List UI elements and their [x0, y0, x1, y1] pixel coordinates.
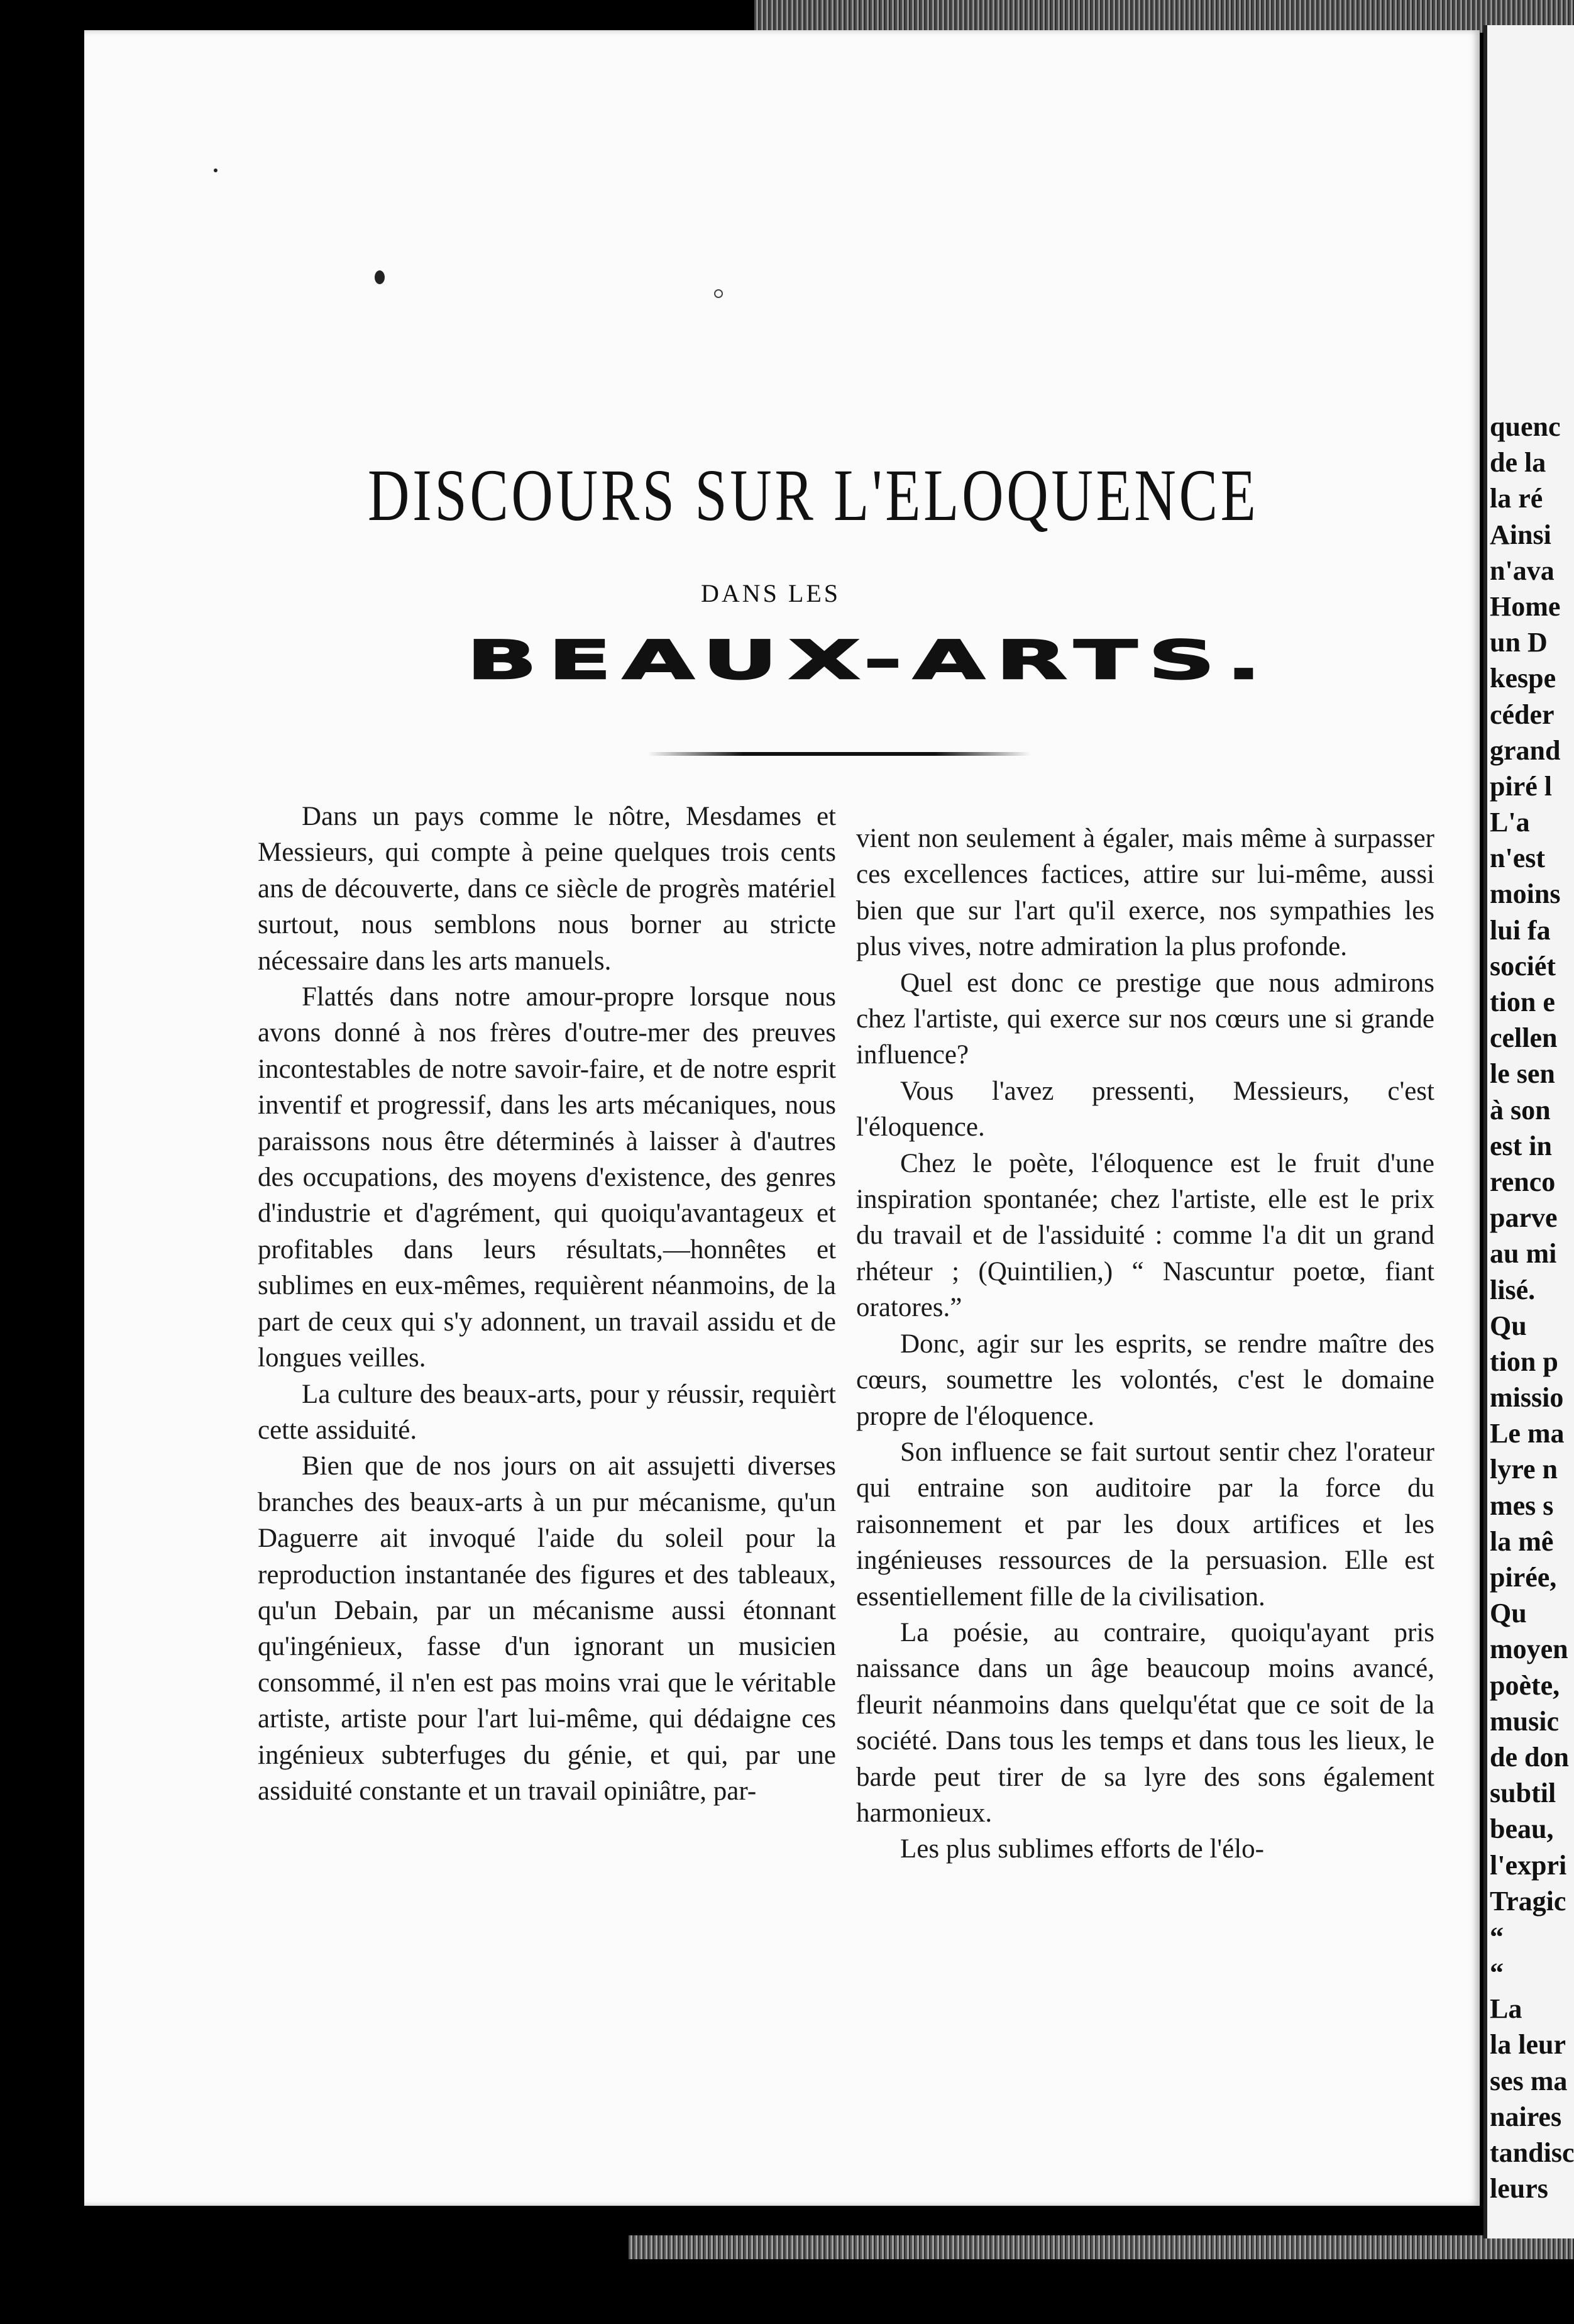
fragment-line: l'expri	[1490, 1849, 1567, 1881]
ink-speck	[375, 270, 385, 284]
paragraph: Chez le poète, l'éloquence est le fruit d'une inspiration spontanée; chez l'artiste, elle est le prix du travail et de l'assiduité : comme l'a dit un grand rhéteur ; (Quintilien,) “ Nascuntur poetœ, fiant oratores.”	[856, 1148, 1434, 1323]
paragraph: La culture des beaux-arts, pour y réussir, requièrt cette assiduité.	[258, 1379, 836, 1445]
fragment-line: tandisc	[1490, 2137, 1574, 2168]
fragment-line: la leur	[1490, 2029, 1566, 2061]
paragraph: Son influence se fait surtout sentir chez l'orateur qui entraine son auditoire par la force du raisonnement et par les doux artifices et les ingénieuses ressources de la persuasion. Elle est essentiellement fille de la civilisation.	[856, 1437, 1434, 1612]
text-column-middle	[856, 821, 1434, 1868]
fragment-line: Le ma	[1490, 1418, 1565, 1449]
fragment-line: la mê	[1490, 1525, 1554, 1557]
fragment-line: ses ma	[1490, 2065, 1568, 2096]
fragment-line: lui fa	[1490, 914, 1551, 946]
fragment-line: un D	[1490, 627, 1548, 658]
fragment-line: céder	[1490, 699, 1555, 730]
fragment-line: subtil	[1490, 1778, 1556, 1809]
fragment-line: parve	[1490, 1202, 1558, 1234]
paragraph: Flattés dans notre amour-propre lorsque nous avons donné à nos frères d'outre-mer des preuves incontestables de notre savoir-faire, et de notre esprit inventif et progressif, dans les arts mécaniques, nous paraissons nous être déterminés à laisser à d'autres des occupations, des moyens d'existence, des genres d'industrie et d'agrément, qui quoiqu'avantageux et profitables dans leurs résultats,—honnêtes et sublimes en eux-mêmes, requièrent néanmoins, de la part de ceux qui s'y adonnent, un travail assidu et de longues veilles.	[258, 982, 836, 1373]
fragment-line: poète,	[1490, 1669, 1560, 1701]
fragment-line: lisé.	[1490, 1274, 1536, 1305]
fragment-line: lyre n	[1490, 1454, 1558, 1485]
fragment-line: quenc	[1490, 411, 1561, 442]
paragraph: Donc, agir sur les esprits, se rendre maître des cœurs, soumettre les volontés, c'est le domaine propre de l'éloquence.	[856, 1329, 1434, 1431]
fragment-line: kespe	[1490, 663, 1556, 694]
paragraph: vient non seulement à égaler, mais même à surpasser ces excellences factices, attire sur lui-même, aussi bien que sur l'art qu'il exerce, nos sympathies les plus vives, notre admiration la plus profonde.	[856, 824, 1434, 962]
binding-strip-bottom	[629, 2235, 1574, 2259]
fragment-line: Home	[1490, 590, 1561, 622]
fragment-line: beau,	[1490, 1813, 1554, 1845]
fragment-line: grand	[1490, 734, 1561, 766]
fragment-line: le sen	[1490, 1058, 1555, 1090]
ink-speck	[214, 169, 217, 172]
fragment-line: renco	[1490, 1166, 1556, 1197]
fragment-line: de la	[1490, 447, 1546, 479]
fragment-line: pirée,	[1490, 1562, 1557, 1593]
fragment-line: n'est	[1490, 843, 1545, 874]
fragment-line: tion p	[1490, 1346, 1558, 1377]
paragraph: Les plus sublimes efforts de l'élo-	[900, 1834, 1264, 1864]
fragment-line: “	[1490, 1921, 1504, 1952]
page-title: DISCOURS SUR L'ELOQUENCE	[368, 454, 1259, 536]
paragraph: Vous l'avez pressenti, Messieurs, c'est l'éloquence.	[856, 1076, 1434, 1143]
fragment-line: au mi	[1490, 1238, 1557, 1270]
text-column-left	[258, 799, 836, 1809]
fragment-line: de don	[1490, 1741, 1569, 1773]
fragment-line: Tragic	[1490, 1885, 1566, 1917]
ink-speck	[714, 289, 723, 298]
paragraph: Quel est donc ce prestige que nous admirons chez l'artiste, qui exerce sur nos cœurs une si grande influence?	[856, 968, 1434, 1070]
fragment-line: tion e	[1490, 987, 1555, 1017]
fragment-line: leurs	[1490, 2173, 1548, 2205]
fragment-line: moins	[1490, 878, 1561, 910]
fragment-line: Qu	[1490, 1598, 1527, 1629]
fragment-line: “	[1490, 1957, 1504, 1989]
fragment-line: L'a	[1490, 807, 1530, 838]
fragment-line: mes s	[1490, 1490, 1554, 1521]
paragraph: Dans un pays comme le nôtre, Mesdames et Messieurs, qui compte à peine quelques trois cents ans de découverte, dans ce siècle de progrès matériel surtout, nous semblons nous borner au stricte nécessaire dans les arts manuels.	[258, 802, 836, 976]
fragment-line: Qu	[1490, 1310, 1527, 1341]
page-subtitle: DANS LES	[701, 579, 841, 607]
fragment-line: piré l	[1490, 770, 1552, 802]
fragment-line: La	[1490, 1993, 1522, 2025]
binding-strip-top	[754, 0, 1574, 33]
fragment-line: sociét	[1490, 950, 1556, 982]
fragment-line: à son	[1490, 1094, 1551, 1126]
fragment-line: cellen	[1490, 1022, 1558, 1054]
paragraph: La poésie, au contraire, quoiqu'ayant pris naissance dans un âge beaucoup moins avancé, fleurit néanmoins dans quelqu'état que ce soit de la société. Dans tous les temps et dans tous les lieux, le barde peut tirer de sa lyre des sons également harmonieux.	[856, 1617, 1434, 1828]
title-rule-divider	[647, 752, 1031, 756]
paragraph: Bien que de nos jours on ait assujetti diverses branches des beaux-arts à un pur mécanisme, qu'un Daguerre ait invoqué l'aide du soleil pour la reproduction instantanée des figures et des tableaux, qu'un Debain, par un mécanisme aussi étonnant qu'ingénieux, fasse d'un ignorant un musicien consommé, il n'en est pas moins vrai que le véritable artiste, artiste pour l'art lui-même, qui dédaigne ces ingénieux subterfuges du génie, et qui, par une assiduité constante et un travail opiniâtre, par-	[258, 1451, 836, 1806]
fragment-line: la ré	[1490, 483, 1543, 514]
fragment-line: music	[1490, 1705, 1559, 1737]
fragment-line: Ainsi	[1490, 519, 1551, 550]
fragment-line: n'ava	[1490, 555, 1555, 586]
fragment-line: est in	[1490, 1130, 1552, 1161]
facing-page-text-fragment	[1490, 409, 1574, 2206]
fragment-line: moyen	[1490, 1634, 1568, 1665]
fragment-line: naires	[1490, 2101, 1562, 2132]
fragment-line: missio	[1490, 1382, 1564, 1414]
main-heading: BEAUX-ARTS.	[466, 629, 1272, 692]
